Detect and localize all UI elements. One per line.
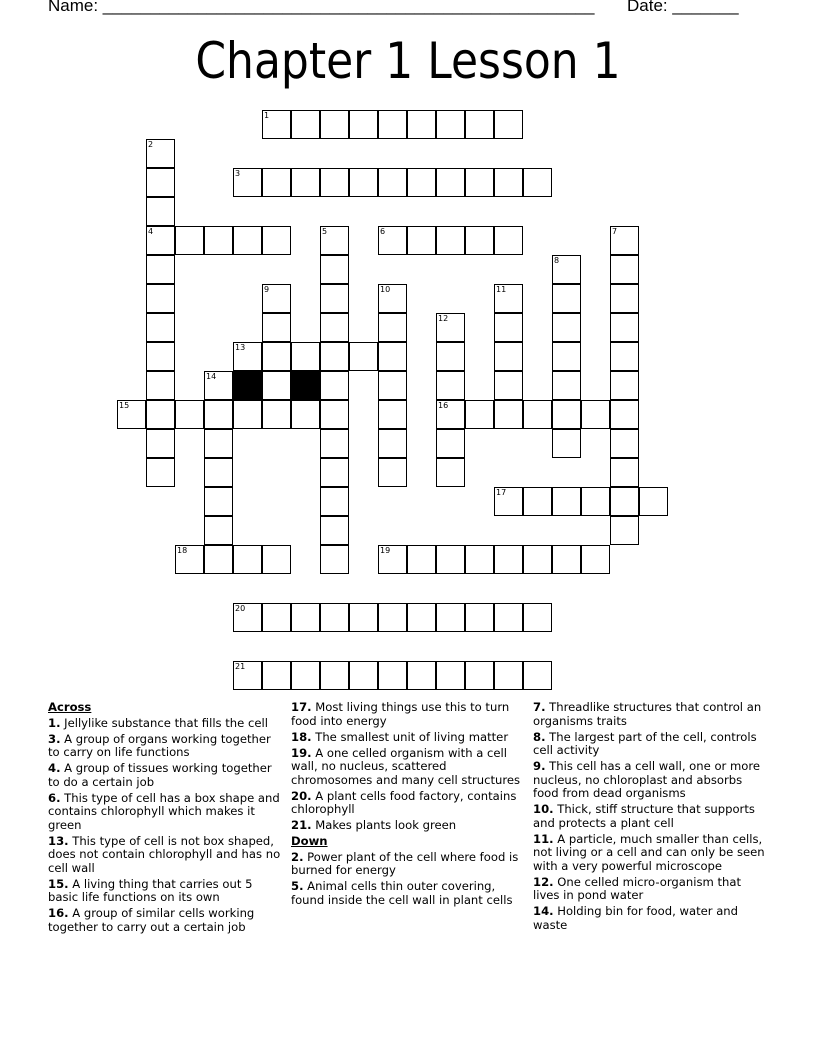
grid-cell[interactable] — [436, 110, 465, 139]
grid-cell[interactable] — [146, 342, 175, 371]
grid-cell[interactable] — [436, 400, 465, 429]
grid-cell[interactable] — [494, 371, 523, 400]
clue-across-6: 6. This type of cell has a box shape and contains chlorophyll which makes it green — [48, 790, 280, 832]
grid-cell[interactable] — [320, 429, 349, 458]
clues-column-3 — [533, 701, 768, 935]
clue-number: 14 — [206, 372, 217, 381]
grid-cell[interactable] — [320, 458, 349, 487]
grid-cell[interactable] — [378, 226, 407, 255]
grid-cell-blocked — [233, 371, 262, 400]
grid-cell[interactable] — [349, 168, 378, 197]
clue-across-17: 17. Most living things use this to turn food into energy — [291, 700, 510, 728]
grid-cell[interactable] — [204, 487, 233, 516]
grid-cell[interactable] — [610, 487, 639, 516]
grid-cell[interactable] — [465, 545, 494, 574]
grid-cell[interactable] — [233, 603, 262, 632]
grid-cell[interactable] — [465, 603, 494, 632]
grid-cell[interactable] — [610, 429, 639, 458]
grid-cell[interactable] — [349, 603, 378, 632]
grid-cell[interactable] — [146, 139, 175, 168]
grid-cell[interactable] — [436, 313, 465, 342]
grid-cell[interactable] — [639, 487, 668, 516]
clue-down-10: 10. Thick, stiff structure that supports and protects a plant cell — [533, 802, 755, 830]
grid-cell[interactable] — [494, 110, 523, 139]
grid-cell[interactable] — [175, 400, 204, 429]
grid-cell[interactable] — [175, 226, 204, 255]
grid-cell[interactable] — [262, 168, 291, 197]
across-heading: Across — [48, 700, 92, 714]
clue-number: 2 — [148, 140, 154, 149]
grid-cell[interactable] — [465, 226, 494, 255]
grid-cell[interactable] — [407, 661, 436, 690]
grid-cell[interactable] — [320, 226, 349, 255]
grid-cell[interactable] — [349, 110, 378, 139]
clue-number: 7 — [612, 227, 618, 236]
down-heading: Down — [291, 834, 328, 848]
grid-cell[interactable] — [204, 458, 233, 487]
clue-across-4: 4. A group of tissues working together to do a certain job — [48, 761, 272, 789]
grid-cell[interactable] — [494, 603, 523, 632]
grid-cell[interactable] — [581, 487, 610, 516]
grid-cell[interactable] — [378, 400, 407, 429]
grid-cell[interactable] — [610, 371, 639, 400]
grid-cell[interactable] — [465, 400, 494, 429]
grid-cell[interactable] — [291, 603, 320, 632]
grid-cell[interactable] — [320, 400, 349, 429]
clue-down-11: 11. A particle, much smaller than cells, not living or a cell and can only be seen with a very powerful microscope — [533, 831, 765, 873]
clue-number: 21 — [235, 662, 246, 671]
clue-across-1: 1. Jellylike substance that fills the cell — [48, 715, 268, 730]
date-field[interactable]: Date: _______ — [627, 0, 739, 15]
grid-cell[interactable] — [407, 226, 436, 255]
grid-cell[interactable] — [291, 661, 320, 690]
grid-cell[interactable] — [320, 342, 349, 371]
grid-cell[interactable] — [146, 197, 175, 226]
clue-number: 4 — [148, 227, 154, 236]
grid-cell[interactable] — [436, 429, 465, 458]
clue-number: 6 — [380, 227, 386, 236]
grid-cell[interactable] — [146, 400, 175, 429]
grid-cell[interactable] — [378, 603, 407, 632]
grid-cell[interactable] — [320, 516, 349, 545]
grid-cell[interactable] — [407, 110, 436, 139]
grid-cell[interactable] — [320, 255, 349, 284]
grid-cell[interactable] — [262, 226, 291, 255]
grid-cell[interactable] — [320, 371, 349, 400]
grid-cell[interactable] — [117, 400, 146, 429]
grid-cell[interactable] — [465, 168, 494, 197]
grid-cell[interactable] — [610, 313, 639, 342]
grid-cell[interactable] — [523, 168, 552, 197]
grid-cell[interactable] — [552, 313, 581, 342]
grid-cell[interactable] — [146, 371, 175, 400]
grid-cell[interactable] — [436, 226, 465, 255]
grid-cell[interactable] — [523, 400, 552, 429]
grid-cell[interactable] — [378, 313, 407, 342]
clue-number: 12 — [438, 314, 449, 323]
grid-cell[interactable] — [494, 168, 523, 197]
clue-across-19: 19. A one celled organism with a cell wall, no nucleus, scattered chromosomes and many cell structures — [291, 745, 521, 787]
clue-across-18: 18. The smallest unit of living matter — [291, 729, 509, 744]
grid-cell[interactable] — [552, 400, 581, 429]
grid-cell[interactable] — [320, 603, 349, 632]
grid-cell[interactable] — [146, 458, 175, 487]
grid-cell[interactable] — [349, 661, 378, 690]
page-title: Chapter 1 Lesson 1 — [195, 32, 621, 90]
clue-number: 3 — [235, 169, 241, 178]
grid-cell[interactable] — [523, 603, 552, 632]
grid-cell[interactable] — [552, 487, 581, 516]
clue-across-3: 3. A group of organs working together to carry on life functions — [48, 731, 271, 759]
clue-number: 1 — [264, 111, 270, 120]
grid-cell[interactable] — [378, 342, 407, 371]
grid-cell[interactable] — [407, 168, 436, 197]
clue-down-12: 12. One celled micro-organism that lives in pond water — [533, 874, 742, 902]
grid-cell[interactable] — [320, 313, 349, 342]
clue-down-9: 9. This cell has a cell wall, one or more nucleus, no chloroplast and absorbs food from dead organisms — [533, 759, 761, 800]
clue-number: 17 — [496, 488, 507, 497]
grid-cell[interactable] — [581, 545, 610, 574]
grid-cell[interactable] — [262, 371, 291, 400]
grid-cell[interactable] — [378, 371, 407, 400]
grid-cell[interactable] — [320, 661, 349, 690]
grid-cell[interactable] — [436, 545, 465, 574]
clue-number: 10 — [380, 285, 391, 294]
clue-number: 13 — [235, 343, 246, 352]
clue-number: 11 — [496, 285, 507, 294]
grid-cell[interactable] — [523, 545, 552, 574]
grid-cell[interactable] — [320, 110, 349, 139]
grid-cell[interactable] — [291, 342, 320, 371]
grid-cell[interactable] — [233, 226, 262, 255]
grid-cell[interactable] — [262, 661, 291, 690]
grid-cell[interactable] — [610, 400, 639, 429]
grid-cell[interactable] — [204, 371, 233, 400]
clue-number: 9 — [264, 285, 270, 294]
clues-column-1 — [48, 701, 283, 937]
grid-cell[interactable] — [146, 226, 175, 255]
grid-cell[interactable] — [233, 168, 262, 197]
grid-cell[interactable] — [407, 603, 436, 632]
grid-cell[interactable] — [552, 342, 581, 371]
name-field[interactable]: Name: ____________________________________________________ — [48, 0, 595, 15]
grid-cell[interactable] — [349, 342, 378, 371]
grid-cell[interactable] — [146, 284, 175, 313]
grid-cell[interactable] — [378, 661, 407, 690]
grid-cell[interactable] — [610, 342, 639, 371]
grid-cell[interactable] — [494, 342, 523, 371]
grid-cell[interactable] — [465, 110, 494, 139]
grid-cell[interactable] — [262, 400, 291, 429]
grid-cell[interactable] — [610, 516, 639, 545]
grid-cell[interactable] — [494, 226, 523, 255]
grid-cell[interactable] — [146, 255, 175, 284]
grid-cell[interactable] — [552, 429, 581, 458]
clue-across-20: 20. A plant cells food factory, contains chlorophyll — [291, 788, 517, 816]
clue-across-16: 16. A group of similar cells working together to carry out a certain job — [48, 906, 255, 934]
grid-cell[interactable] — [233, 400, 262, 429]
grid-cell[interactable] — [204, 545, 233, 574]
clue-number: 18 — [177, 546, 188, 555]
grid-cell[interactable] — [291, 400, 320, 429]
grid-cell[interactable] — [233, 661, 262, 690]
grid-cell[interactable] — [610, 458, 639, 487]
clue-down-14: 14. Holding bin for food, water and waste — [533, 904, 739, 932]
clue-across-21: 21. Makes plants look green — [291, 818, 457, 832]
grid-cell[interactable] — [233, 342, 262, 371]
grid-cell[interactable] — [494, 545, 523, 574]
grid-cell[interactable] — [610, 226, 639, 255]
grid-cell[interactable] — [262, 603, 291, 632]
grid-cell[interactable] — [378, 429, 407, 458]
clue-down-8: 8. The largest part of the cell, controls cell activity — [533, 729, 757, 757]
grid-cell[interactable] — [204, 516, 233, 545]
clues-column-2 — [291, 701, 526, 910]
grid-cell[interactable] — [320, 284, 349, 313]
grid-cell[interactable] — [291, 110, 320, 139]
grid-cell[interactable] — [436, 603, 465, 632]
clue-down-2: 2. Power plant of the cell where food is burned for energy — [291, 849, 519, 877]
grid-cell[interactable] — [320, 545, 349, 574]
clue-down-7: 7. Threadlike structures that control an organisms traits — [533, 700, 762, 728]
grid-cell[interactable] — [262, 110, 291, 139]
grid-cell[interactable] — [262, 313, 291, 342]
grid-cell[interactable] — [552, 371, 581, 400]
grid-cell[interactable] — [378, 110, 407, 139]
grid-cell[interactable] — [436, 342, 465, 371]
grid-cell[interactable] — [146, 168, 175, 197]
clue-number: 16 — [438, 401, 449, 410]
grid-cell[interactable] — [610, 284, 639, 313]
clue-number: 8 — [554, 256, 560, 265]
grid-cell[interactable] — [204, 429, 233, 458]
grid-cell[interactable] — [320, 168, 349, 197]
clue-down-5: 5. Animal cells thin outer covering, found inside the cell wall in plant cells — [291, 879, 513, 907]
clue-number: 20 — [235, 604, 246, 613]
grid-cell[interactable] — [494, 400, 523, 429]
grid-cell[interactable] — [494, 487, 523, 516]
grid-cell[interactable] — [262, 545, 291, 574]
clue-number: 19 — [380, 546, 391, 555]
clue-number: 5 — [322, 227, 328, 236]
grid-cell[interactable] — [436, 458, 465, 487]
grid-cell[interactable] — [175, 545, 204, 574]
grid-cell[interactable] — [378, 458, 407, 487]
grid-cell[interactable] — [262, 342, 291, 371]
grid-cell[interactable] — [494, 313, 523, 342]
grid-cell[interactable] — [146, 429, 175, 458]
grid-cell[interactable] — [233, 545, 262, 574]
grid-cell[interactable] — [291, 168, 320, 197]
grid-cell[interactable] — [262, 284, 291, 313]
grid-cell[interactable] — [378, 168, 407, 197]
grid-cell[interactable] — [204, 226, 233, 255]
grid-cell[interactable] — [465, 661, 494, 690]
grid-cell[interactable] — [552, 255, 581, 284]
grid-cell[interactable] — [523, 487, 552, 516]
grid-cell[interactable] — [494, 661, 523, 690]
grid-cell[interactable] — [146, 313, 175, 342]
grid-cell[interactable] — [610, 255, 639, 284]
grid-cell[interactable] — [436, 168, 465, 197]
clue-number: 15 — [119, 401, 130, 410]
grid-cell[interactable] — [494, 284, 523, 313]
grid-cell[interactable] — [204, 400, 233, 429]
grid-cell[interactable] — [581, 400, 610, 429]
grid-cell[interactable] — [378, 545, 407, 574]
grid-cell[interactable] — [552, 545, 581, 574]
clue-across-15: 15. A living thing that carries out 5 basic life functions on its own — [48, 876, 253, 904]
grid-cell[interactable] — [523, 661, 552, 690]
grid-cell[interactable] — [436, 371, 465, 400]
grid-cell[interactable] — [320, 487, 349, 516]
grid-cell[interactable] — [378, 284, 407, 313]
grid-cell[interactable] — [436, 661, 465, 690]
clue-across-13: 13. This type of cell is not box shaped, does not contain chlorophyll and has no cell wall — [48, 833, 281, 875]
grid-cell[interactable] — [407, 545, 436, 574]
grid-cell-blocked — [291, 371, 320, 400]
grid-cell[interactable] — [552, 284, 581, 313]
